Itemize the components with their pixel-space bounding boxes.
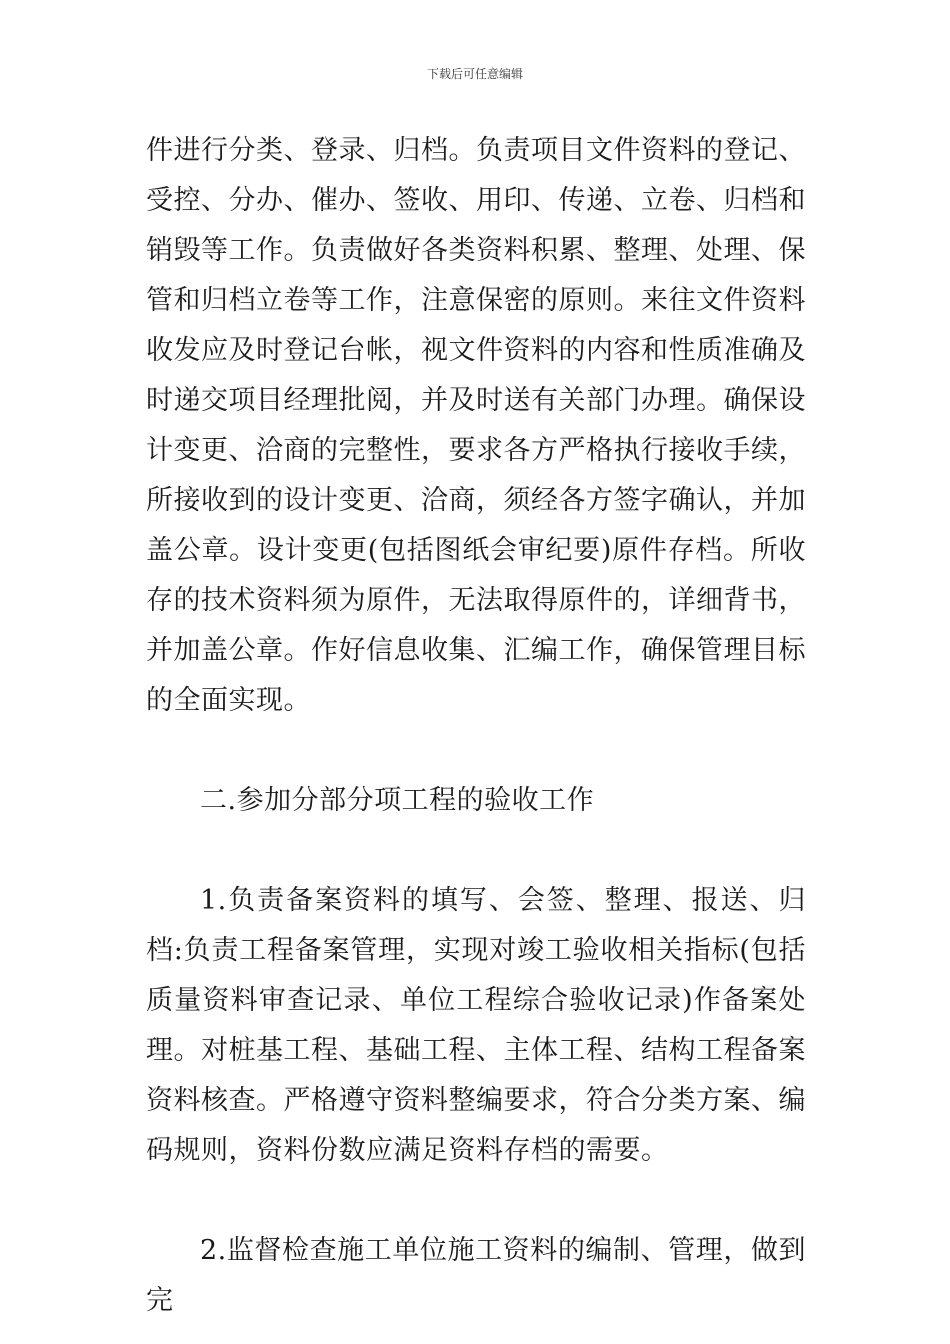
paragraph-spacer — [146, 726, 806, 776]
numbered-item-1: 1.负责备案资料的填写、会签、整理、报送、归档:负责工程备案管理，实现对竣工验收相关指标(包括质量资料审查记录、单位工程综合验收记录)作备案处理。对桩基工程、基础工程、主体工程、结构工程备案资料核查。严格遵守资料整编要求，符合分类方案、编码规则，资料份数应满足资料存档的需要。 — [146, 885, 806, 1166]
body-paragraph: 件进行分类、登录、归档。负责项目文件资料的登记、受控、分办、催办、签收、用印、传递、立卷、归档和销毁等工作。负责做好各类资料积累、整理、处理、保管和归档立卷等工作，注意保密的原则。来往文件资料收发应及时登记台帐，视文件资料的内容和性质准确及时递交项目经理批阅，并及时送有关部门办理。确保设计变更、洽商的完整性，要求各方严格执行接收手续，所接收到的设计变更、洽商，须经各方签字确认，并加盖公章。设计变更(包括图纸会审纪要)原件存档。所收存的技术资料须为原件，无法取得原件的，详细背书，并加盖公章。作好信息收集、汇编工作，确保管理目标的全面实现。 — [146, 135, 806, 716]
paragraph-spacer — [146, 826, 806, 876]
numbered-item-2: 2.监督检查施工单位施工资料的编制、管理，做到完 — [146, 1235, 806, 1316]
section-heading: 二.参加分部分项工程的验收工作 — [200, 785, 595, 816]
page-header-note: 下载后可任意编辑 — [426, 67, 523, 81]
document-body — [146, 126, 806, 1326]
paragraph-spacer — [146, 1176, 806, 1226]
